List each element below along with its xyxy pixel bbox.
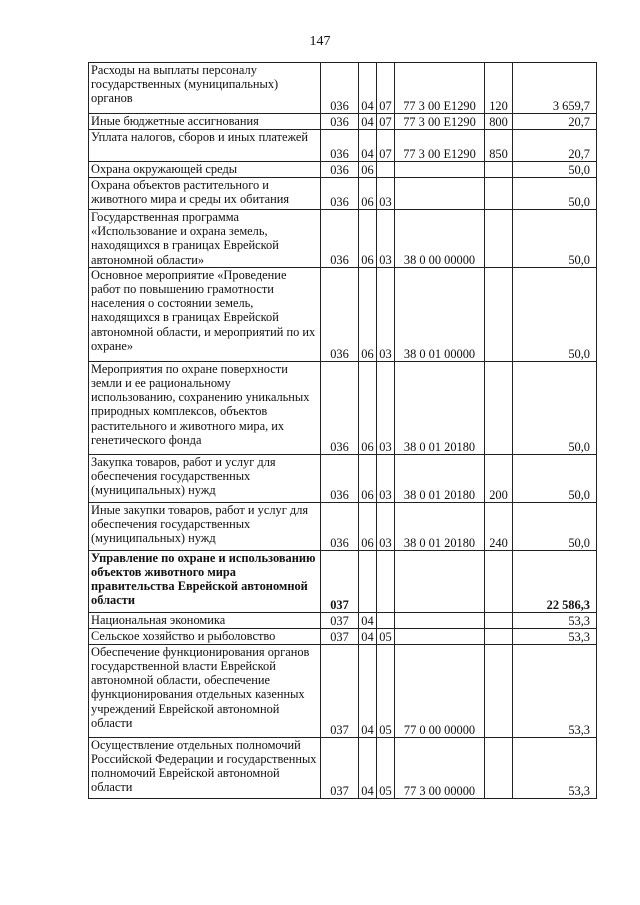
amount-cell: 50,0	[513, 454, 597, 502]
row-name-cell: Охрана объектов растительного и животного мира и среды их обитания	[89, 178, 321, 210]
glava-cell: 037	[321, 737, 359, 798]
amount-cell: 22 586,3	[513, 550, 597, 612]
podrazdel-cell: 05	[377, 644, 395, 737]
podrazdel-cell: 07	[377, 114, 395, 130]
amount-cell: 3 659,7	[513, 63, 597, 114]
expense-type-cell	[485, 178, 513, 210]
target-article-cell: 38 0 00 00000	[395, 210, 485, 268]
razdel-cell: 04	[359, 130, 377, 162]
table-row	[89, 267, 597, 361]
table-row	[89, 550, 597, 612]
expense-type-cell	[485, 628, 513, 644]
glava-cell: 036	[321, 454, 359, 502]
razdel-cell: 06	[359, 454, 377, 502]
target-article-cell: 77 3 00 Е1290	[395, 114, 485, 130]
podrazdel-cell: 07	[377, 63, 395, 114]
target-article-cell: 77 0 00 00000	[395, 644, 485, 737]
row-name-cell: Иные бюджетные ассигнования	[89, 114, 321, 130]
table-row	[89, 628, 597, 644]
budget-table	[88, 62, 597, 799]
amount-cell: 20,7	[513, 114, 597, 130]
razdel-cell	[359, 550, 377, 612]
glava-cell: 036	[321, 63, 359, 114]
glava-cell: 036	[321, 210, 359, 268]
row-name-cell: Иные закупки товаров, работ и услуг для обеспечения государственных (муниципальных) нужд	[89, 502, 321, 550]
podrazdel-cell: 03	[377, 454, 395, 502]
row-name-cell: Охрана окружающей среды	[89, 162, 321, 178]
razdel-cell: 04	[359, 628, 377, 644]
target-article-cell: 38 0 01 20180	[395, 502, 485, 550]
table-row	[89, 178, 597, 210]
podrazdel-cell: 03	[377, 178, 395, 210]
row-name-cell: Закупка товаров, работ и услуг для обеспечения государственных (муниципальных) нужд	[89, 454, 321, 502]
glava-cell: 036	[321, 267, 359, 361]
razdel-cell: 06	[359, 502, 377, 550]
podrazdel-cell: 03	[377, 502, 395, 550]
expense-type-cell	[485, 162, 513, 178]
target-article-cell	[395, 178, 485, 210]
expense-type-cell: 120	[485, 63, 513, 114]
table-row	[89, 162, 597, 178]
amount-cell: 50,0	[513, 210, 597, 268]
table-row	[89, 63, 597, 114]
amount-cell: 50,0	[513, 162, 597, 178]
glava-cell: 037	[321, 550, 359, 612]
expense-type-cell	[485, 267, 513, 361]
target-article-cell	[395, 628, 485, 644]
podrazdel-cell: 03	[377, 210, 395, 268]
expense-type-cell	[485, 361, 513, 454]
razdel-cell: 04	[359, 644, 377, 737]
table-row	[89, 737, 597, 798]
razdel-cell: 04	[359, 612, 377, 628]
razdel-cell: 06	[359, 162, 377, 178]
podrazdel-cell: 07	[377, 130, 395, 162]
row-name-cell: Осуществление отдельных полномочий Российской Федерации и государственных полномочий Еврейской автономной области	[89, 737, 321, 798]
razdel-cell: 04	[359, 63, 377, 114]
row-name-cell: Национальная экономика	[89, 612, 321, 628]
amount-cell: 53,3	[513, 737, 597, 798]
target-article-cell: 77 3 00 Е1290	[395, 63, 485, 114]
podrazdel-cell: 05	[377, 628, 395, 644]
razdel-cell: 06	[359, 210, 377, 268]
amount-cell: 53,3	[513, 628, 597, 644]
podrazdel-cell: 03	[377, 361, 395, 454]
table-row	[89, 644, 597, 737]
glava-cell: 036	[321, 502, 359, 550]
table-row	[89, 210, 597, 268]
row-name-cell: Расходы на выплаты персоналу государственных (муниципальных) органов	[89, 63, 321, 114]
glava-cell: 036	[321, 178, 359, 210]
table-row	[89, 130, 597, 162]
glava-cell: 037	[321, 628, 359, 644]
row-name-cell: Государственная программа «Использование и охрана земель, находящихся в границах Еврейской автономной области»	[89, 210, 321, 268]
table-row	[89, 114, 597, 130]
expense-type-cell	[485, 210, 513, 268]
glava-cell: 036	[321, 114, 359, 130]
table-row	[89, 454, 597, 502]
row-name-cell: Управление по охране и использованию объектов животного мира правительства Еврейской автономной области	[89, 550, 321, 612]
row-name-cell: Основное мероприятие «Проведение работ по повышению грамотности населения о состоянии земель, находящихся в границах Еврейской автономной области, и мероприятий по их охране»	[89, 267, 321, 361]
amount-cell: 50,0	[513, 178, 597, 210]
page-number: 147	[309, 34, 331, 49]
amount-cell: 50,0	[513, 267, 597, 361]
glava-cell: 037	[321, 644, 359, 737]
expense-type-cell	[485, 612, 513, 628]
amount-cell: 53,3	[513, 612, 597, 628]
amount-cell: 20,7	[513, 130, 597, 162]
glava-cell: 037	[321, 612, 359, 628]
expense-type-cell: 850	[485, 130, 513, 162]
razdel-cell: 06	[359, 267, 377, 361]
amount-cell: 50,0	[513, 502, 597, 550]
target-article-cell: 38 0 01 00000	[395, 267, 485, 361]
target-article-cell: 77 3 00 00000	[395, 737, 485, 798]
razdel-cell: 06	[359, 361, 377, 454]
expense-type-cell	[485, 644, 513, 737]
target-article-cell: 77 3 00 Е1290	[395, 130, 485, 162]
podrazdel-cell	[377, 612, 395, 628]
expense-type-cell: 240	[485, 502, 513, 550]
target-article-cell	[395, 612, 485, 628]
row-name-cell: Уплата налогов, сборов и иных платежей	[89, 130, 321, 162]
target-article-cell: 38 0 01 20180	[395, 454, 485, 502]
row-name-cell: Сельское хозяйство и рыболовство	[89, 628, 321, 644]
expense-type-cell: 800	[485, 114, 513, 130]
razdel-cell: 04	[359, 114, 377, 130]
glava-cell: 036	[321, 130, 359, 162]
podrazdel-cell: 03	[377, 267, 395, 361]
podrazdel-cell	[377, 550, 395, 612]
table-row	[89, 612, 597, 628]
target-article-cell	[395, 162, 485, 178]
podrazdel-cell: 05	[377, 737, 395, 798]
target-article-cell: 38 0 01 20180	[395, 361, 485, 454]
expense-type-cell	[485, 737, 513, 798]
amount-cell: 50,0	[513, 361, 597, 454]
expense-type-cell	[485, 550, 513, 612]
razdel-cell: 06	[359, 178, 377, 210]
table-body	[89, 63, 597, 799]
row-name-cell: Обеспечение функционирования органов государственной власти Еврейской автономной области, обеспечение функционирования отдельных казенных учреждений Еврейской автономной области	[89, 644, 321, 737]
target-article-cell	[395, 550, 485, 612]
podrazdel-cell	[377, 162, 395, 178]
glava-cell: 036	[321, 162, 359, 178]
glava-cell: 036	[321, 361, 359, 454]
razdel-cell: 04	[359, 737, 377, 798]
expense-type-cell: 200	[485, 454, 513, 502]
table-row	[89, 502, 597, 550]
table-row	[89, 361, 597, 454]
row-name-cell: Мероприятия по охране поверхности земли и ее рациональному использованию, сохранению уникальных природных комплексов, объектов растительного и животного мира, их генетического фонда	[89, 361, 321, 454]
amount-cell: 53,3	[513, 644, 597, 737]
